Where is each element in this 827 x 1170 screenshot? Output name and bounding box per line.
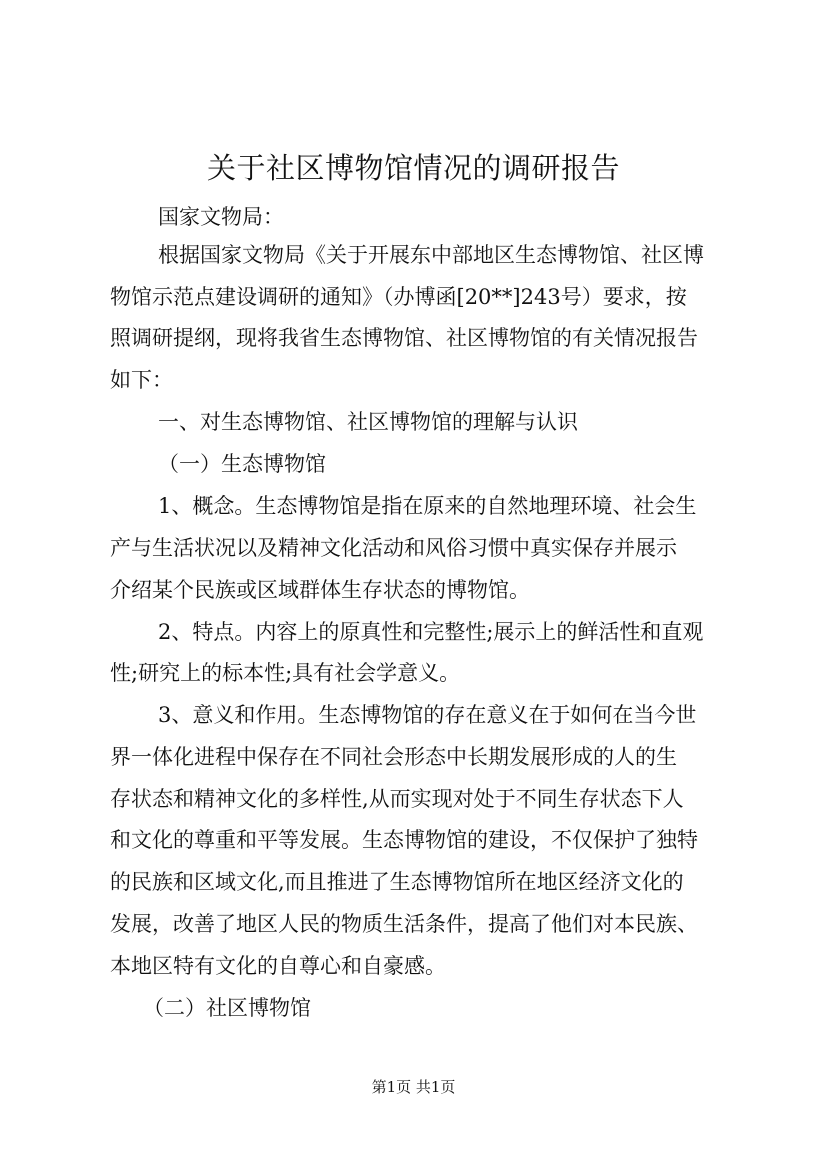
paragraph-line: 如下： [110, 368, 173, 392]
paragraph-line: 根据国家文物局《关于开展东中部地区生态博物馆、社区博 [158, 243, 704, 267]
page-footer: 第1页 共1页 [371, 1078, 456, 1096]
paragraph-line: 界一体化进程中保存在不同社会形态中长期发展形成的人的生 [110, 745, 677, 769]
paragraph-line: 2、特点。内容上的原真性和完整性;展示上的鲜活性和直观 [158, 620, 704, 644]
paragraph-line: 本地区特有文化的自尊心和自豪感。 [110, 954, 446, 978]
paragraph-line: 发展，改善了地区人民的物质生活条件，提高了他们对本民族、 [110, 912, 698, 936]
subsection-heading: （二）社区博物馆 [143, 996, 311, 1020]
document-title: 关于社区博物馆情况的调研报告 [206, 151, 620, 185]
paragraph-line: 性;研究上的标本性;具有社会学意义。 [110, 661, 461, 685]
paragraph-line: 产与生活状况以及精神文化活动和风俗习惯中真实保存并展示 [110, 536, 677, 560]
section-heading: 一、对生态博物馆、社区博物馆的理解与认识 [158, 410, 578, 434]
paragraph-line: 1、概念。生态博物馆是指在原来的自然地理环境、社会生 [158, 494, 697, 518]
paragraph-line: 的民族和区域文化,而且推进了生态博物馆所在地区经济文化的 [110, 870, 684, 894]
paragraph-line: 介绍某个民族或区域群体生存状态的博物馆。 [110, 578, 530, 602]
salutation-line: 国家文物局： [158, 205, 284, 229]
paragraph-line: 物馆示范点建设调研的通知》（办博函[20**]243号）要求，按 [110, 285, 687, 309]
subsection-heading: （一）生态博物馆 [158, 452, 326, 476]
paragraph-line: 照调研提纲，现将我省生态博物馆、社区博物馆的有关情况报告 [110, 326, 698, 350]
paragraph-line: 存状态和精神文化的多样性,从而实现对处于不同生存状态下人 [110, 787, 684, 811]
paragraph-line: 和文化的尊重和平等发展。生态博物馆的建设，不仅保护了独特 [110, 828, 698, 852]
paragraph-line: 3、意义和作用。生态博物馆的存在意义在于如何在当今世 [158, 703, 697, 727]
